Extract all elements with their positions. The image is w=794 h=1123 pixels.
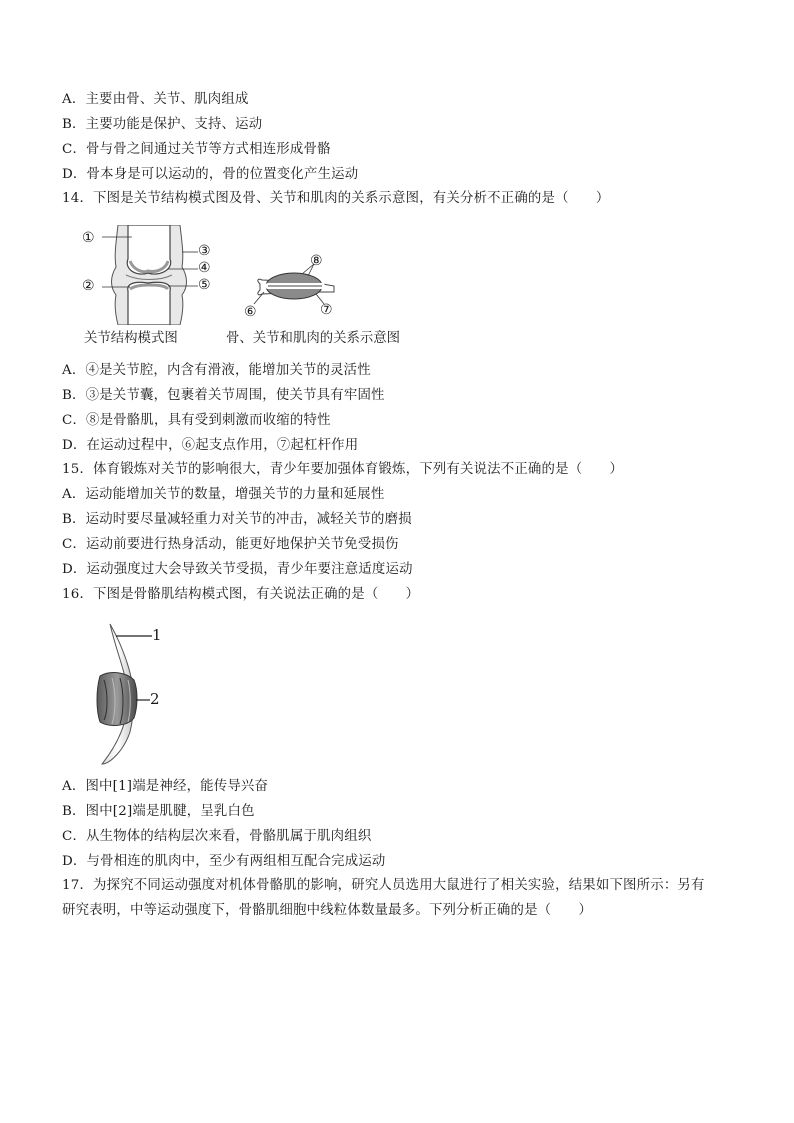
- label-2: ②: [82, 278, 95, 294]
- label-8: ⑧: [310, 253, 323, 269]
- bone-muscle-figure: [242, 252, 352, 322]
- skeletal-muscle-figure: [88, 620, 178, 768]
- q16-option-c: C．从生物体的结构层次来看，骨骼肌属于肌肉组织: [62, 829, 372, 844]
- q14-option-a: A．④是关节腔，内含有滑液，能增加关节的灵活性: [62, 363, 371, 378]
- q15-option-d: D．运动强度过大会导致关节受损，青少年要注意适度运动: [62, 562, 413, 577]
- q15-option-c: C．运动前要进行热身活动，能更好地保护关节免受损伤: [62, 537, 399, 552]
- q13-option-a: A．主要由骨、关节、肌肉组成: [62, 92, 249, 107]
- q14-option-c: C．⑧是骨骼肌，具有受到刺激而收缩的特性: [62, 413, 331, 428]
- label-1: ①: [82, 230, 95, 246]
- q16-stem: 16．下图是骨骼肌结构模式图，有关说法正确的是（ ）: [62, 587, 420, 602]
- joint-structure-figure: [80, 225, 220, 325]
- q15-stem: 15．体育锻炼对关节的影响很大，青少年要加强体育锻炼，下列有关说法不正确的是（ ）: [62, 462, 624, 477]
- label-7: ⑦: [320, 302, 333, 318]
- label-6: ⑥: [244, 304, 257, 320]
- q13-option-c: C．骨与骨之间通过关节等方式相连形成骨骼: [62, 142, 331, 157]
- q16-option-a: A．图中[1]端是神经，能传导兴奋: [62, 779, 269, 794]
- label-3: ③: [198, 243, 211, 259]
- q14-option-b: B．③是关节囊，包裹着关节周围，使关节具有牢固性: [62, 388, 385, 403]
- q13-option-d: D．骨本身是可以运动的，骨的位置变化产生运动: [62, 167, 359, 182]
- q14-option-d: D．在运动过程中，⑥起支点作用，⑦起杠杆作用: [62, 438, 359, 453]
- muscle-label-2: 2: [150, 690, 160, 708]
- label-4: ④: [198, 260, 211, 276]
- q14-stem: 14．下图是关节结构模式图及骨、关节和肌肉的关系示意图，有关分析不正确的是（ ）: [62, 191, 610, 206]
- joint-figure-caption: 关节结构模式图: [84, 331, 178, 346]
- bone-muscle-drawing: [242, 252, 352, 322]
- q13-option-b: B．主要功能是保护、支持、运动: [62, 117, 263, 132]
- muscle-label-1: 1: [152, 626, 162, 644]
- q16-option-b: B．图中[2]端是肌腱，呈乳白色: [62, 804, 255, 819]
- q15-option-a: A．运动能增加关节的数量，增强关节的力量和延展性: [62, 487, 385, 502]
- q17-stem-line-2: 研究表明，中等运动强度下，骨骼肌细胞中线粒体数量最多。下列分析正确的是（ ）: [62, 903, 593, 918]
- label-5: ⑤: [198, 277, 211, 293]
- q17-stem-line-1: 17．为探究不同运动强度对机体骨骼肌的影响，研究人员选用大鼠进行了相关实验，结果如下图所示：另有: [62, 878, 705, 893]
- q15-option-b: B．运动时要尽量减轻重力对关节的冲击，减轻关节的磨损: [62, 512, 412, 527]
- skeletal-muscle-drawing: [88, 620, 178, 768]
- q16-option-d: D．与骨相连的肌肉中，至少有两组相互配合完成运动: [62, 854, 386, 869]
- bone-figure-caption: 骨、关节和肌肉的关系示意图: [226, 331, 401, 346]
